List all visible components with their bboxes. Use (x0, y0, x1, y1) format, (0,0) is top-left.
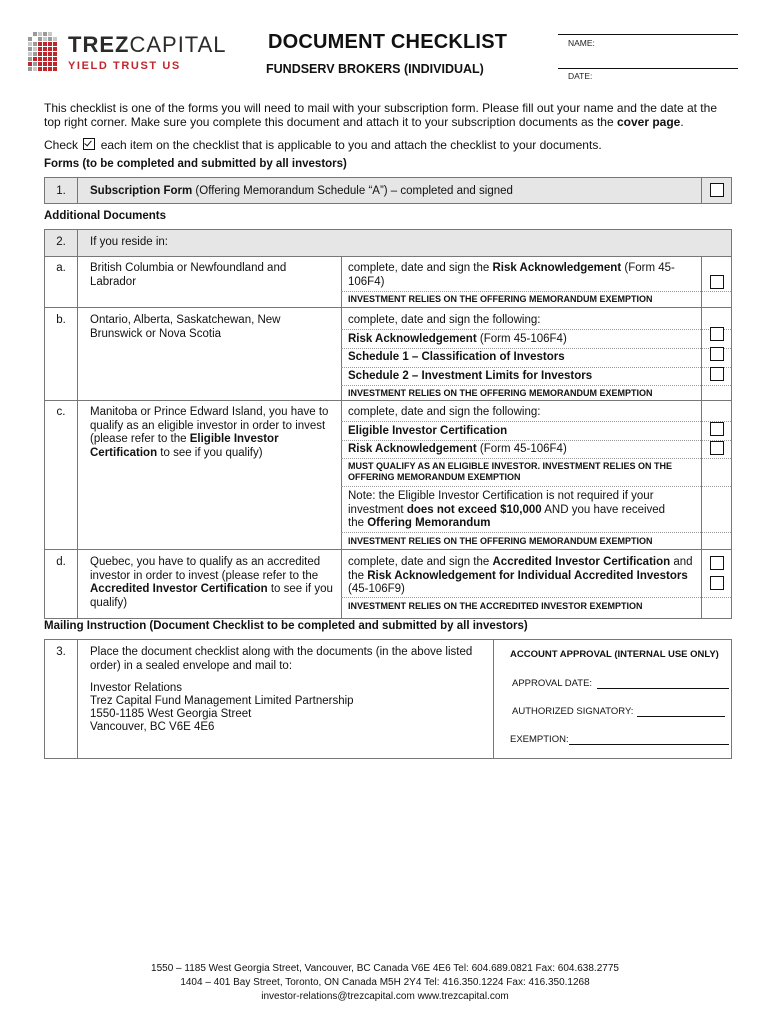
checkbox-subscription-form[interactable] (710, 183, 724, 197)
logo-pixel (43, 32, 47, 36)
logo-pixel (48, 37, 52, 41)
reside-question: If you reside in: (90, 236, 168, 248)
footer-address-toronto: 1404 – 401 Bay Street, Toronto, ON Canada M5H 2Y4 Tel: 416.350.1224 Fax: 416.350.1268 (180, 977, 590, 988)
logo-pixel (28, 62, 32, 66)
logo-pixel (53, 62, 57, 66)
forms-heading: Forms (to be completed and submitted by all investors) (44, 158, 347, 170)
region-d: Quebec, you have to qualify as an accredited investor in order to invest (please refer to the Accredited Investor Certification to see if you qualify) (90, 556, 333, 609)
address-line-1: Investor Relations (90, 682, 183, 694)
instruction-b: complete, date and sign the following: (348, 314, 541, 326)
logo-pixel (38, 57, 42, 61)
mailing-table: 3. Place the document checklist along with the documents (in the above listed order) in a sealed envelope and mail to: Investor Relations Trez Capital Fund Management Limited Partnership 1550-1185 West Georgia Street Vancouver, BC V6E 4E6 ACCOUNT APPROVAL (INTERNAL USE ONLY) APPROVAL DATE: AUTHORIZED SIGNATORY: EXEMPTION: (44, 639, 732, 759)
address-line-3: 1550-1185 West Georgia Street (90, 708, 252, 720)
approval-box (493, 640, 732, 758)
checkbox-b-schedule-2[interactable] (710, 367, 724, 381)
mailing-heading: Mailing Instruction (Document Checklist to be completed and submitted by all investors) (44, 620, 528, 632)
logo-pixel (33, 67, 37, 71)
logo-pixel (48, 52, 52, 56)
logo-pixel (33, 57, 37, 61)
approval-date-label: APPROVAL DATE: (512, 678, 593, 689)
signatory-field[interactable] (637, 716, 725, 717)
additional-table: 2. If you reside in: a. British Columbia or Newfoundland and Labrador complete, date and sign the Risk Acknowledgement (Form 45-106F4) INVESTMENT RELIES ON THE OFFERING MEMORANDUM EXEMPTION b. Ontario, Alberta, Saskatchewan, New Brunswick or Nova Scotia complete, date and sign the following: Risk Acknowledgement (Form 45-106F4) Schedule 1 – Classification of Investors Schedule 2 – Investment Limits for Investors INVESTMENT RELIES ON THE OFFERING MEMORANDUM EXEMPTION c. Manitoba or Prince Edward Island, you have to qualify as an eligible investor in order to invest (please refer to the Eligible Investor Certification to see if you qualify) complete, date and sign the following: Eligible Investor Certification Risk Acknowledgement (Form 45-106F4) MUST QUALIFY AS AN ELIGIBLE INVESTOR. INVESTMENT RELIES ON THE OFFERING MEMORANDUM EXEMPTION Note: the Eligible Investor Certification is not required if your investment does not exceed $10,000 AND you have received the Offering Memorandum INVESTMENT RELIES ON THE OFFERING MEMORANDUM EXEMPTION d. Quebec, you have to qualify as an accredited investor in order to invest (please refer to the Accredited Investor Certification to see if you qualify) complete, date and sign the Accredited Investor Certification and the Risk Acknowledgement for Individual Accredited Investors (45-106F9) INVESTMENT RELIES ON THE ACCREDITED INVESTOR EXEMPTION (44, 229, 732, 619)
logo-wordmark: TREZCAPITAL (68, 32, 227, 57)
logo-pixel (43, 37, 47, 41)
checkbox-a-risk-ack[interactable] (710, 275, 724, 289)
logo-pixel (48, 47, 52, 51)
company-logo (28, 28, 243, 76)
logo-pixel (28, 42, 32, 46)
note-a: INVESTMENT RELIES ON THE OFFERING MEMORANDUM EXEMPTION (348, 294, 653, 304)
logo-pixel (48, 57, 52, 61)
instruction-d: complete, date and sign the Accredited Investor Certification and the Risk Acknowledgement for Individual Accredited Investors (45-106F9) (348, 556, 693, 595)
logo-pixel (33, 62, 37, 66)
region-a: British Columbia or Newfoundland and Labrador (90, 262, 287, 288)
instruction-a: complete, date and sign the Risk Acknowledgement (Form 45-106F4) (348, 262, 675, 288)
region-c: Manitoba or Prince Edward Island, you have to qualify as an eligible investor in order to invest (please refer to the Eligible Investor Certification to see if you qualify) (90, 406, 329, 459)
region-b: Ontario, Alberta, Saskatchewan, New Brunswick or Nova Scotia (90, 314, 281, 340)
logo-pixel (38, 62, 42, 66)
additional-heading: Additional Documents (44, 210, 167, 222)
logo-pixel (28, 47, 32, 51)
logo-pixel (43, 52, 47, 56)
c-item-eligible: Eligible Investor Certification (348, 425, 508, 437)
logo-pixel (28, 57, 32, 61)
logo-pixel (28, 52, 32, 56)
b-item-schedule-1: Schedule 1 – Classification of Investors (348, 351, 565, 363)
checkbox-b-risk-ack[interactable] (710, 327, 724, 341)
logo-pixel (38, 42, 42, 46)
logo-pixel (38, 52, 42, 56)
name-date-fields (558, 34, 738, 82)
logo-pixel (38, 47, 42, 51)
logo-pixel (43, 47, 47, 51)
approval-title: ACCOUNT APPROVAL (INTERNAL USE ONLY) (510, 649, 719, 660)
b-item-schedule-2: Schedule 2 – Investment Limits for Investors (348, 370, 593, 382)
logo-pixel (33, 52, 37, 56)
logo-pixel (33, 42, 37, 46)
note-c-3: INVESTMENT RELIES ON THE OFFERING MEMORANDUM EXEMPTION (348, 536, 653, 546)
subscription-form-item: Subscription Form (Offering Memorandum Schedule “A”) – completed and signed (90, 185, 513, 197)
intro-paragraph: This checklist is one of the forms you will need to mail with your subscription form. Please fill out your name and the date at the top right corner. Make sure you complete this document and attach it to your subscription documents as the cover page. (44, 101, 717, 129)
logo-pixel (48, 62, 52, 66)
checkbox-c-eligible[interactable] (710, 422, 724, 436)
logo-pixel (53, 52, 57, 56)
exemption-label: EXEMPTION: (510, 734, 569, 745)
date-label: DATE: (568, 71, 593, 81)
logo-pixel (33, 47, 37, 51)
logo-pixel (48, 42, 52, 46)
logo-pixel (38, 32, 42, 36)
logo-pixel (43, 67, 47, 71)
name-field[interactable] (558, 68, 738, 69)
footer-address-vancouver: 1550 – 1185 West Georgia Street, Vancouver, BC Canada V6E 4E6 Tel: 604.689.0821 Fax: 604.638.2775 (151, 963, 619, 974)
document-subtitle: FUNDSERV BROKERS (INDIVIDUAL) (266, 62, 484, 76)
logo-pixel (53, 37, 57, 41)
logo-tagline: YIELD TRUST US (68, 60, 181, 72)
logo-pixel (43, 42, 47, 46)
logo-pixel (48, 32, 52, 36)
logo-pixel (43, 57, 47, 61)
name-label: NAME: (568, 38, 595, 48)
footer-contact: investor-relations@trezcapital.com www.trezcapital.com (261, 991, 509, 1002)
note-c-2: Note: the Eligible Investor Certification is not required if your investment does not exceed $10,000 AND you have received the Offering Memorandum (348, 490, 666, 529)
b-item-risk-ack: Risk Acknowledgement (Form 45-106F4) (348, 333, 567, 345)
checkbox-d-accredited[interactable] (710, 556, 724, 570)
checkbox-d-risk-ack[interactable] (710, 576, 724, 590)
logo-pixel (53, 57, 57, 61)
mailing-instruction: Place the document checklist along with the documents (in the above listed order) in a sealed envelope and mail to: (90, 646, 473, 672)
note-c-1: MUST QUALIFY AS AN ELIGIBLE INVESTOR. INVESTMENT RELIES ON THE OFFERING MEMORANDUM EXEMPTION (348, 461, 673, 482)
document-title: DOCUMENT CHECKLIST (268, 31, 508, 53)
logo-pixel (53, 47, 57, 51)
logo-pixel (43, 62, 47, 66)
logo-pixel (28, 37, 32, 41)
instruction-c: complete, date and sign the following: (348, 406, 541, 418)
address-line-4: Vancouver, BC V6E 4E6 (90, 721, 215, 733)
forms-table: 1. Subscription Form (Offering Memorandum Schedule “A”) – completed and signed (44, 177, 732, 204)
logo-pixel (48, 67, 52, 71)
checkbox-b-schedule-1[interactable] (710, 347, 724, 361)
c-item-risk-ack: Risk Acknowledgement (Form 45-106F4) (348, 443, 567, 455)
check-instruction: Check each item on the checklist that is applicable to you and attach the checklist to your documents. (44, 138, 602, 152)
logo-pixel (28, 67, 32, 71)
logo-pixel (38, 37, 42, 41)
logo-pixel (33, 32, 37, 36)
address-line-2: Trez Capital Fund Management Limited Partnership (90, 695, 354, 707)
logo-pixel (53, 67, 57, 71)
checked-box-icon (83, 138, 95, 150)
signatory-label: AUTHORIZED SIGNATORY: (512, 706, 634, 717)
exemption-field[interactable] (569, 744, 729, 745)
logo-pixel (38, 67, 42, 71)
note-d: INVESTMENT RELIES ON THE ACCREDITED INVESTOR EXEMPTION (348, 601, 643, 611)
note-b: INVESTMENT RELIES ON THE OFFERING MEMORANDUM EXEMPTION (348, 388, 653, 398)
approval-date-field[interactable] (597, 688, 729, 689)
logo-pixel (53, 42, 57, 46)
logo-mark-icon (28, 32, 58, 72)
checkbox-c-risk-ack[interactable] (710, 441, 724, 455)
